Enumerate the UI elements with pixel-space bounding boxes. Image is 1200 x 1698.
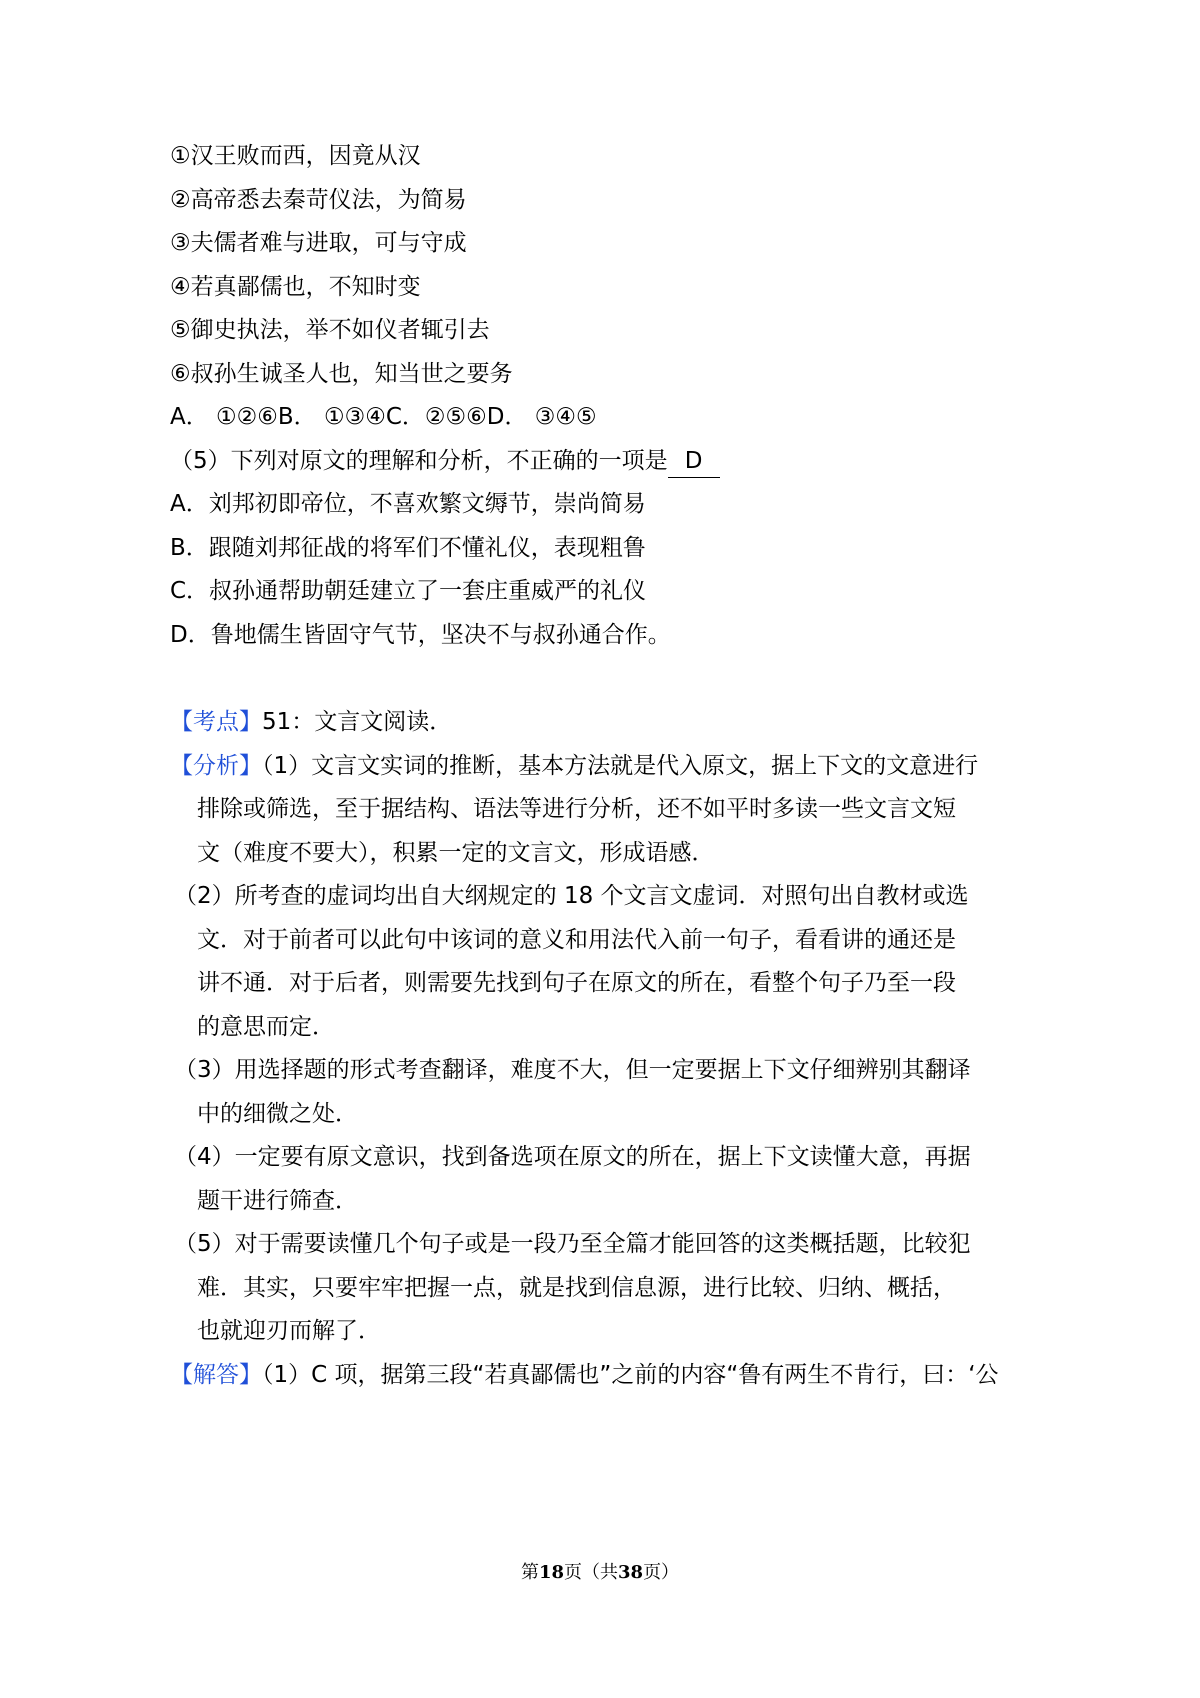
kaodian-text: 51：文言文阅读． — [262, 709, 453, 735]
page-footer: 第18页（共38页） — [520, 1562, 680, 1583]
kaodian-tag: 【考点】 — [170, 709, 262, 735]
option-2: ②高帝悉去秦苛仪法，为简易 — [170, 187, 467, 213]
choice-d: D．鲁地儒生皆固守气节，坚决不与叔孙通合作。 — [170, 622, 671, 648]
option-3: ③夫儒者难与进取，可与守成 — [170, 230, 467, 256]
fenxi-line-11: 题干进行筛查． — [197, 1188, 358, 1214]
fenxi-line-14: 也就迎刃而解了． — [197, 1318, 381, 1344]
fenxi-tag: 【分析】 — [170, 753, 262, 779]
total-page-count: 38 — [618, 1562, 644, 1583]
fenxi-line-7: 的意思而定． — [197, 1014, 335, 1040]
fenxi-line-5: 文．对于前者可以此句中该词的意义和用法代入前一句子，看看讲的通还是 — [197, 927, 956, 953]
choice-b: B．跟随刘邦征战的将军们不懂礼仪，表现粗鲁 — [170, 535, 646, 561]
kaodian-section — [170, 706, 452, 738]
fenxi-line-3: 文（难度不要大），积累一定的文言文，形成语感． — [197, 840, 715, 866]
fenxi-line-6: 讲不通．对于后者，则需要先找到句子在原文的所在，看整个句子乃至一段 — [197, 970, 956, 996]
fenxi-line-9: 中的细微之处． — [197, 1101, 358, 1127]
question-4-choices: A． ①②⑥B． ①③④C．②⑤⑥D． ③④⑤ — [170, 404, 597, 430]
fenxi-line-10: （4）一定要有原文意识，找到备选项在原文的所在，据上下文读懂大意，再据 — [174, 1144, 971, 1170]
question-5-answer: D — [668, 445, 720, 478]
fenxi-line-2: 排除或筛选，至于据结构、语法等进行分析，还不如平时多读一些文言文短 — [197, 796, 956, 822]
choice-a: A．刘邦初即帝位，不喜欢繁文缛节，崇尚简易 — [170, 491, 646, 517]
question-5-stem: （5）下列对原文的理解和分析，不正确的一项是 — [170, 448, 668, 474]
option-4: ④若真鄙儒也，不知时变 — [170, 274, 421, 300]
jieda-text: （1）C 项，据第三段“若真鄙儒也”之前的内容“鲁有两生不肯行，曰：‘公 — [262, 1362, 999, 1388]
fenxi-line-1: 【分析】（1）文言文实词的推断，基本方法就是代入原文，据上下文的文意进行 — [170, 753, 979, 779]
fenxi-line-8: （3）用选择题的形式考查翻译，难度不大，但一定要据上下文仔细辨别其翻译 — [174, 1057, 971, 1083]
jieda-tag: 【解答】 — [170, 1362, 262, 1388]
fenxi-line-4: （2）所考查的虚词均出自大纲规定的 18 个文言文虚词．对照句出自教材或选 — [174, 883, 969, 909]
fenxi-line-13: 难．其实，只要牢牢把握一点，就是找到信息源，进行比较、归纳、概括， — [197, 1275, 956, 1301]
current-page-number: 18 — [538, 1562, 564, 1583]
jieda-section — [170, 1359, 999, 1391]
choice-c: C．叔孙通帮助朝廷建立了一套庄重威严的礼仪 — [170, 578, 647, 604]
option-5: ⑤御史执法，举不如仪者辄引去 — [170, 317, 490, 343]
option-6: ⑥叔孙生诚圣人也，知当世之要务 — [170, 361, 513, 387]
fenxi-line-12: （5）对于需要读懂几个句子或是一段乃至全篇才能回答的这类概括题，比较犯 — [174, 1231, 971, 1257]
option-1: ①汉王败而西，因竟从汉 — [170, 143, 421, 169]
question-5 — [170, 445, 720, 478]
